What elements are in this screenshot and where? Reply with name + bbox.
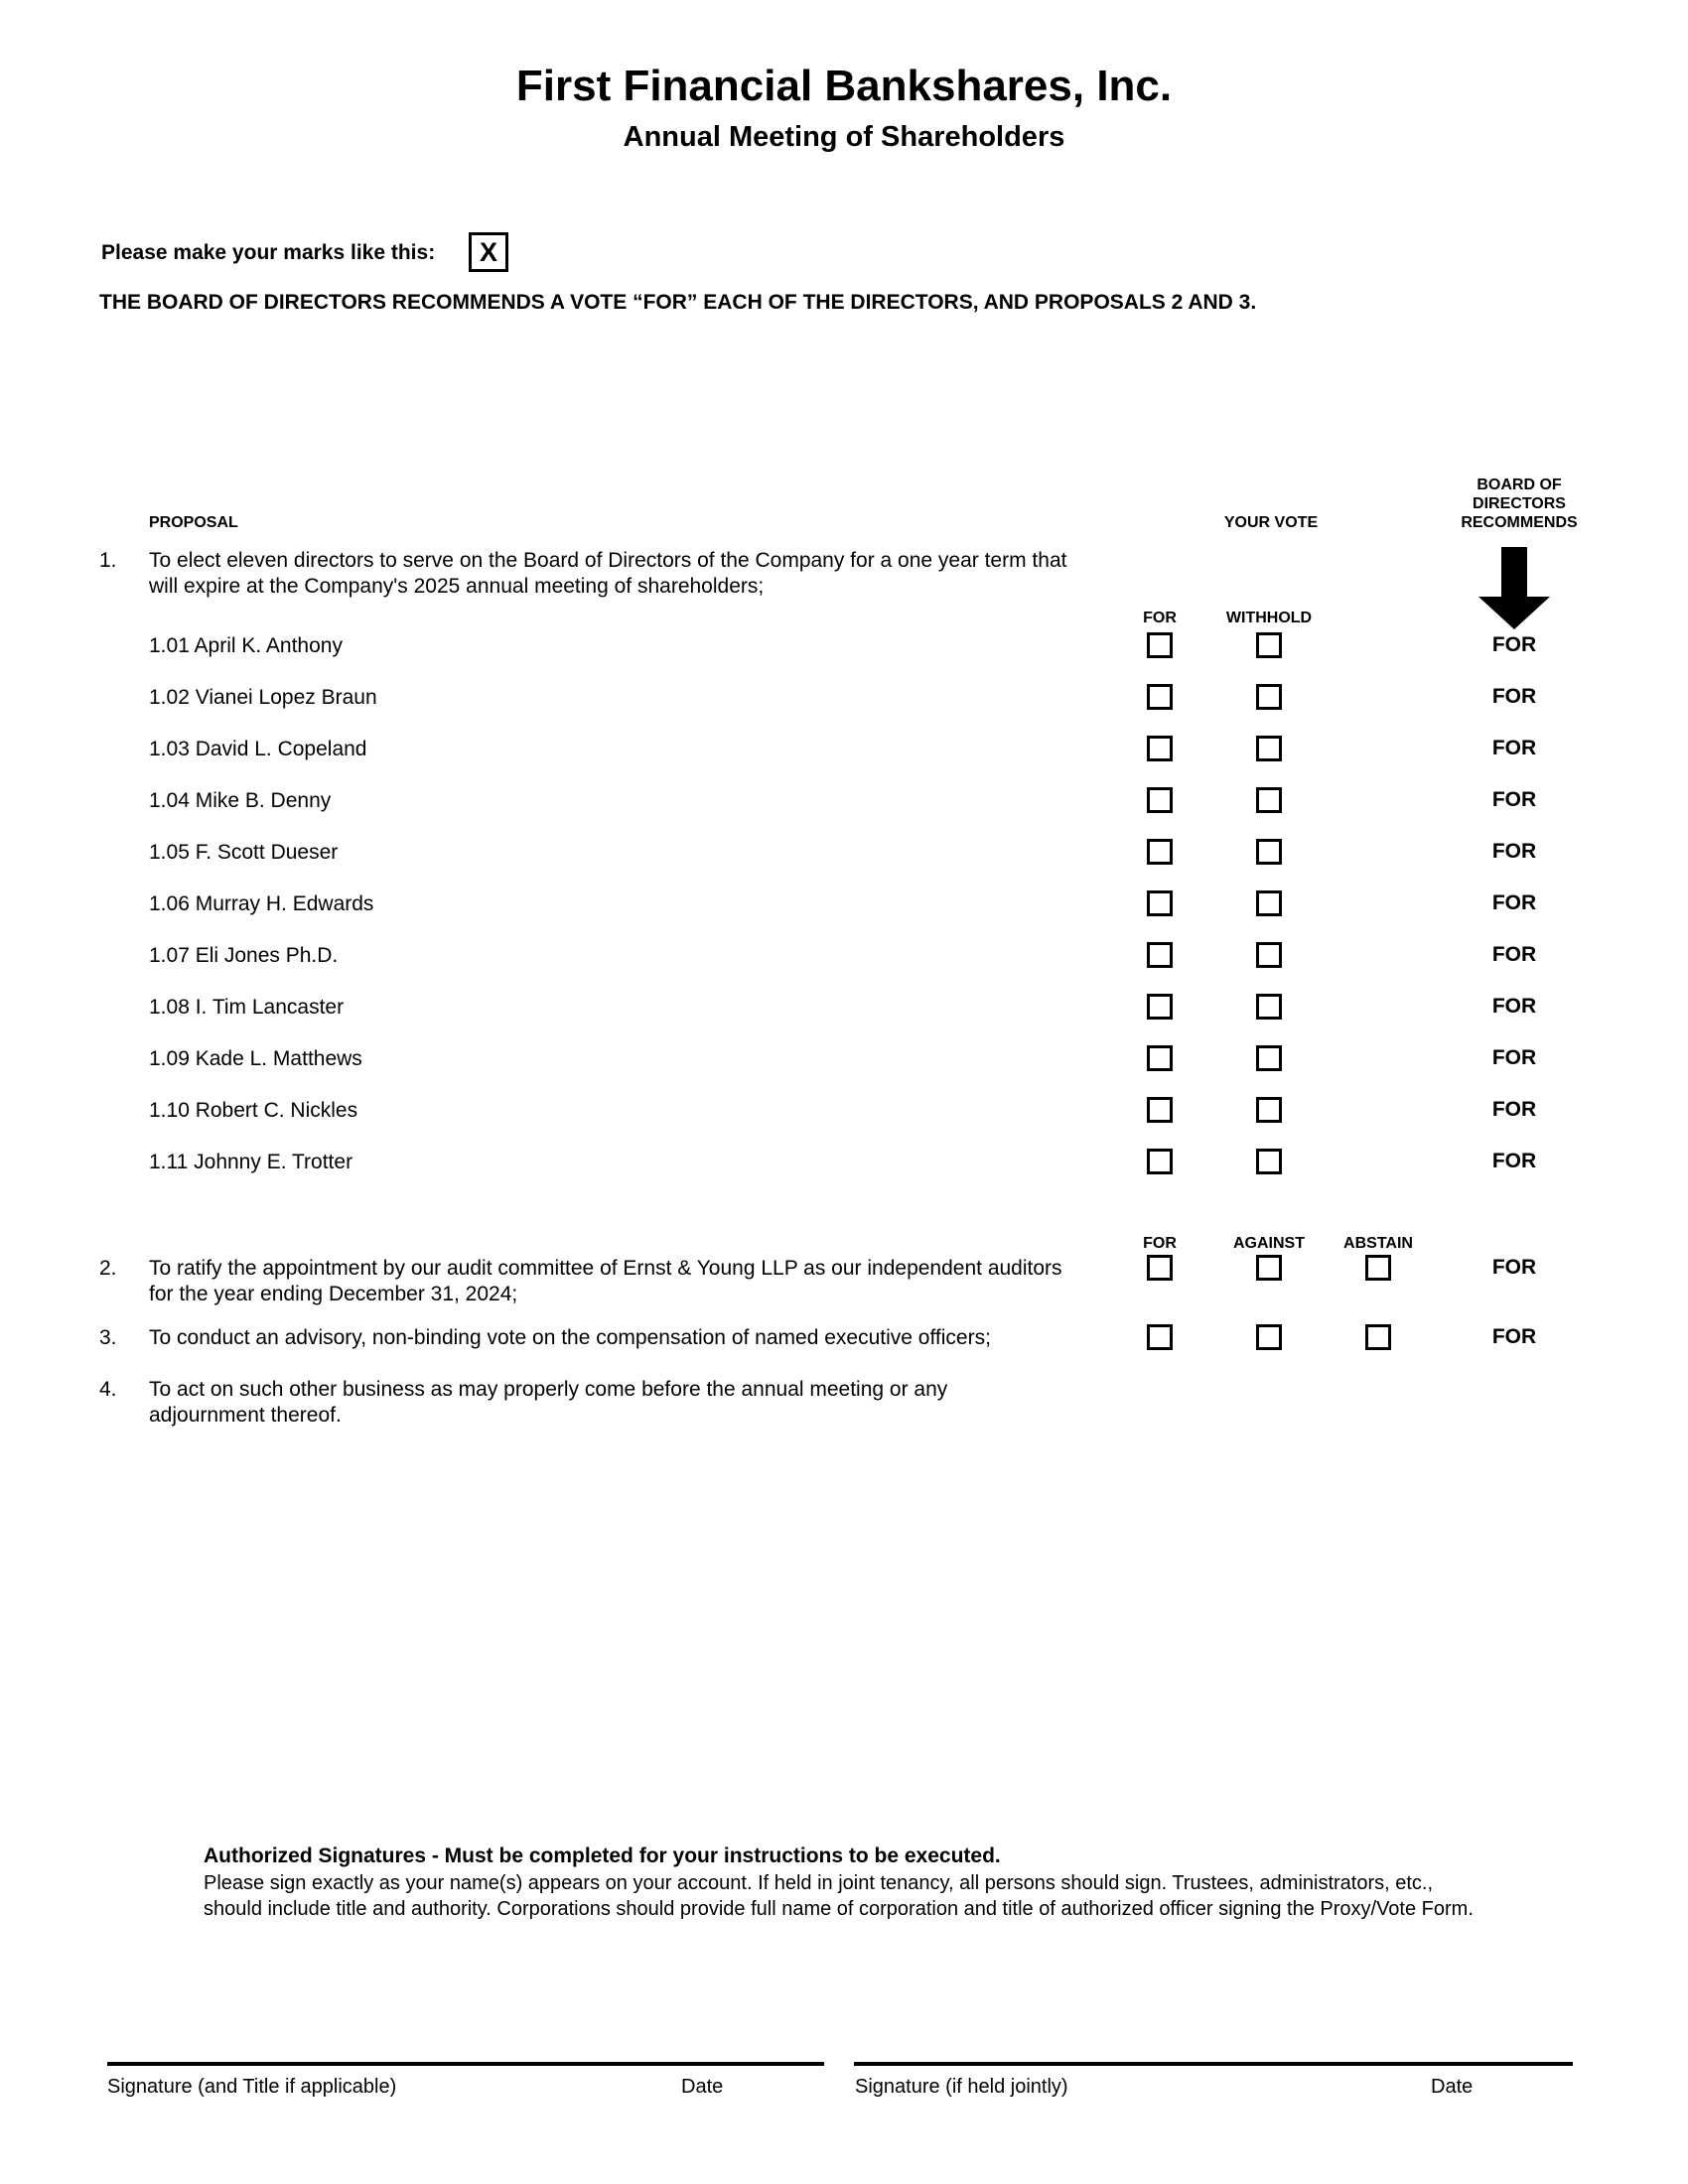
withhold-column-label: WITHHOLD <box>1225 610 1313 626</box>
for-checkbox[interactable] <box>1147 1324 1173 1350</box>
withhold-checkbox[interactable] <box>1256 1149 1282 1174</box>
joint-signature-line[interactable] <box>854 2062 1573 2066</box>
for-checkbox[interactable] <box>1147 787 1173 813</box>
board-recommends-line: DIRECTORS <box>1473 495 1566 512</box>
proposal-1-text: To elect eleven directors to serve on the Board of Directors of the Company for a one year term that will expire at the Company's 2025 annual meeting of shareholders; <box>149 549 1067 598</box>
signature-date-label: Date <box>681 2076 724 2098</box>
board-recommendation: FOR <box>1491 943 1537 966</box>
proposal-4-number: 4. <box>99 1378 117 1401</box>
withhold-checkbox[interactable] <box>1256 994 1282 1020</box>
withhold-checkbox[interactable] <box>1256 684 1282 710</box>
for-checkbox[interactable] <box>1147 942 1173 968</box>
board-recommendation: FOR <box>1491 891 1537 914</box>
for-checkbox[interactable] <box>1147 1149 1173 1174</box>
nominee-name: 1.10 Robert C. Nickles <box>149 1099 358 1122</box>
nominee-name: 1.11 Johnny E. Trotter <box>149 1151 353 1173</box>
for-checkbox[interactable] <box>1147 632 1173 658</box>
joint-signature-label: Signature (if held jointly) <box>855 2076 1068 2098</box>
withhold-checkbox[interactable] <box>1256 839 1282 865</box>
for-checkbox[interactable] <box>1147 839 1173 865</box>
nominee-name: 1.06 Murray H. Edwards <box>149 892 374 915</box>
nominee-name: 1.08 I. Tim Lancaster <box>149 996 345 1019</box>
signature-line[interactable] <box>107 2062 824 2066</box>
proposal-4-text: To act on such other business as may properly come before the annual meeting or any adjournment thereof. <box>149 1378 948 1427</box>
withhold-checkbox[interactable] <box>1256 632 1282 658</box>
signatures-instructions: Please sign exactly as your name(s) appears on your account. If held in joint tenancy, all persons should sign. Trustees, administrators, etc., should include title and authority. Corporations should provide full name of corporation and title of authorized officer signing the Proxy/Vote Form. <box>204 1872 1474 1920</box>
for-checkbox[interactable] <box>1147 890 1173 916</box>
for-checkbox[interactable] <box>1147 1255 1173 1281</box>
against-checkbox[interactable] <box>1256 1324 1282 1350</box>
proposal-column-header: PROPOSAL <box>149 514 238 531</box>
withhold-checkbox[interactable] <box>1256 1097 1282 1123</box>
nominee-name: 1.05 F. Scott Dueser <box>149 841 339 864</box>
signature-label: Signature (and Title if applicable) <box>107 2076 397 2098</box>
proposal-3-text: To conduct an advisory, non-binding vote on the compensation of named executive officers; <box>149 1326 991 1349</box>
page-title: First Financial Bankshares, Inc. <box>515 62 1173 110</box>
proposal-2-number: 2. <box>99 1257 117 1280</box>
board-recommendation: FOR <box>1491 737 1537 759</box>
board-recommendation: FOR <box>1491 1256 1537 1279</box>
board-recommendation: FOR <box>1491 1150 1537 1172</box>
board-recommends-header <box>1430 476 1609 532</box>
for-checkbox[interactable] <box>1147 1097 1173 1123</box>
nominee-name: 1.02 Vianei Lopez Braun <box>149 686 377 709</box>
joint-signature-date-label: Date <box>1431 2076 1474 2098</box>
abstain-checkbox[interactable] <box>1365 1324 1391 1350</box>
proposal-1-number: 1. <box>99 549 117 572</box>
down-arrow-icon <box>1477 547 1552 630</box>
against-checkbox[interactable] <box>1256 1255 1282 1281</box>
for-checkbox[interactable] <box>1147 1045 1173 1071</box>
withhold-checkbox[interactable] <box>1256 787 1282 813</box>
nominee-name: 1.09 Kade L. Matthews <box>149 1047 362 1070</box>
for-checkbox[interactable] <box>1147 994 1173 1020</box>
board-recommendation-statement: THE BOARD OF DIRECTORS RECOMMENDS A VOTE “FOR” EACH OF THE DIRECTORS, AND PROPOSALS 2 AND 3. <box>99 291 1257 314</box>
proposal-3-number: 3. <box>99 1326 117 1349</box>
board-recommendation: FOR <box>1491 995 1537 1018</box>
mark-example-box: X <box>469 232 508 272</box>
board-recommendation: FOR <box>1491 1046 1537 1069</box>
nominee-name: 1.07 Eli Jones Ph.D. <box>149 944 339 967</box>
your-vote-column-header: YOUR VOTE <box>1223 514 1319 531</box>
abstain-checkbox[interactable] <box>1365 1255 1391 1281</box>
against-column-label: AGAINST <box>1233 1235 1305 1252</box>
withhold-checkbox[interactable] <box>1256 1045 1282 1071</box>
board-recommendation: FOR <box>1491 1098 1537 1121</box>
withhold-checkbox[interactable] <box>1256 890 1282 916</box>
for-checkbox[interactable] <box>1147 684 1173 710</box>
board-recommendation: FOR <box>1491 685 1537 708</box>
board-recommendation: FOR <box>1491 1325 1537 1348</box>
for-column-label: FOR <box>1143 610 1177 626</box>
withhold-checkbox[interactable] <box>1256 736 1282 761</box>
board-recommendation: FOR <box>1491 788 1537 811</box>
board-recommendation: FOR <box>1491 633 1537 656</box>
page-subtitle: Annual Meeting of Shareholders <box>623 121 1065 153</box>
signatures-heading: Authorized Signatures - Must be completed for your instructions to be executed. <box>204 1844 1001 1867</box>
nominee-name: 1.01 April K. Anthony <box>149 634 343 657</box>
board-recommendation: FOR <box>1491 840 1537 863</box>
for-column-label: FOR <box>1143 1235 1177 1252</box>
nominee-name: 1.03 David L. Copeland <box>149 738 367 760</box>
nominee-name: 1.04 Mike B. Denny <box>149 789 332 812</box>
abstain-column-label: ABSTAIN <box>1343 1235 1413 1252</box>
mark-instruction-label: Please make your marks like this: <box>101 241 436 264</box>
withhold-checkbox[interactable] <box>1256 942 1282 968</box>
for-checkbox[interactable] <box>1147 736 1173 761</box>
board-recommends-line: BOARD OF <box>1477 477 1562 493</box>
proposal-2-text: To ratify the appointment by our audit committee of Ernst & Young LLP as our independent auditors for the year ending December 31, 2024; <box>149 1257 1062 1305</box>
board-recommends-line: RECOMMENDS <box>1461 514 1578 531</box>
